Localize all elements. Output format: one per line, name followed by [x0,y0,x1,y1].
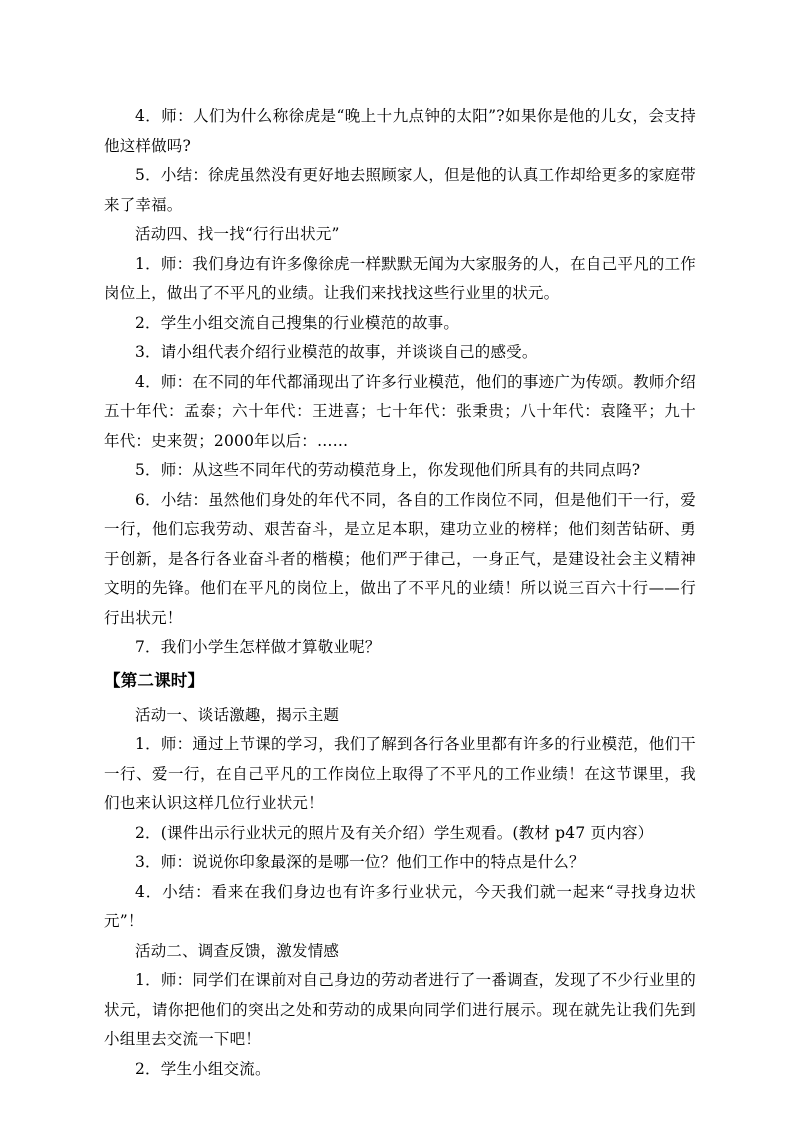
paragraph: 4．小结：看来在我们身边也有许多行业状元，今天我们就一起来“寻找身边状元”！ [104,882,696,930]
document-body [104,102,696,1084]
activity-heading: 活动四、找一找“行行出状元” [135,225,340,243]
paragraph: 3．师：说说你印象最深的是哪一位？他们工作中的特点是什么？ [135,853,585,871]
paragraph: 5．师：从这些不同年代的劳动模范身上，你发现他们所具有的共同点吗? [135,461,641,479]
paragraph: 4．师：人们为什么称徐虎是“晚上十九点钟的太阳”?如果你是他的儿女，会支持他这样做吗? [104,107,696,155]
paragraph: 3．请小组代表介绍行业模范的故事，并谈谈自己的感受。 [135,343,538,361]
section-heading: 【第二课时】 [104,670,205,690]
activity-heading: 活动一、谈话激趣，揭示主题 [135,705,340,724]
paragraph: 1．师：通过上节课的学习，我们了解到各行各业里都有许多的行业模范，他们干一行、爱一行，在自己平凡的工作岗位上取得了不平凡的工作业绩！在这节课里，我们也来认识这样几位行业状元！ [104,735,696,812]
paragraph: 1．师：同学们在课前对自己身边的劳动者进行了一番调查，发现了不少行业里的状元，请你把他们的突出之处和劳动的成果向同学们进行展示。现在就先让我们先到小组里去交流一下吧！ [104,971,696,1048]
paragraph: 6．小结：虽然他们身处的年代不同，各自的工作岗位不同，但是他们干一行，爱一行，他们忘我劳动、艰苦奋斗，是立足本职，建功立业的榜样；他们刻苦钻研、勇于创新，是各行各业奋斗者的楷模；他们严于律己，一身正气，是建设社会主义精神文明的先锋。他们在平凡的岗位上，做出了不平凡的业绩！所以说三百六十行——行行出状元！ [104,490,696,627]
paragraph: 7．我们小学生怎样做才算敬业呢？ [135,638,381,656]
paragraph: 2．学生小组交流。 [135,1059,271,1078]
activity-heading: 活动二、调查反馈，激发情感 [135,941,340,960]
paragraph: 2．学生小组交流自己搜集的行业模范的故事。 [135,313,460,332]
paragraph: 2．(课件出示行业状元的照片及有关介绍）学生观看。(教材 p47 页内容） [135,823,654,842]
paragraph: 1．师：我们身边有许多像徐虎一样默默无闻为大家服务的人，在自己平凡的工作岗位上，做出了不平凡的业绩。让我们来找找这些行业里的状元。 [104,254,696,302]
paragraph: 5．小结：徐虎虽然没有更好地去照顾家人，但是他的认真工作却给更多的家庭带来了幸福。 [104,166,696,214]
paragraph: 4．师：在不同的年代都涌现出了许多行业模范，他们的事迹广为传颂。教师介绍五十年代：孟泰；六十年代：王进喜；七十年代：张秉贵；八十年代：袁隆平；九十年代：史来贺；2000年以后：…… [104,372,696,450]
